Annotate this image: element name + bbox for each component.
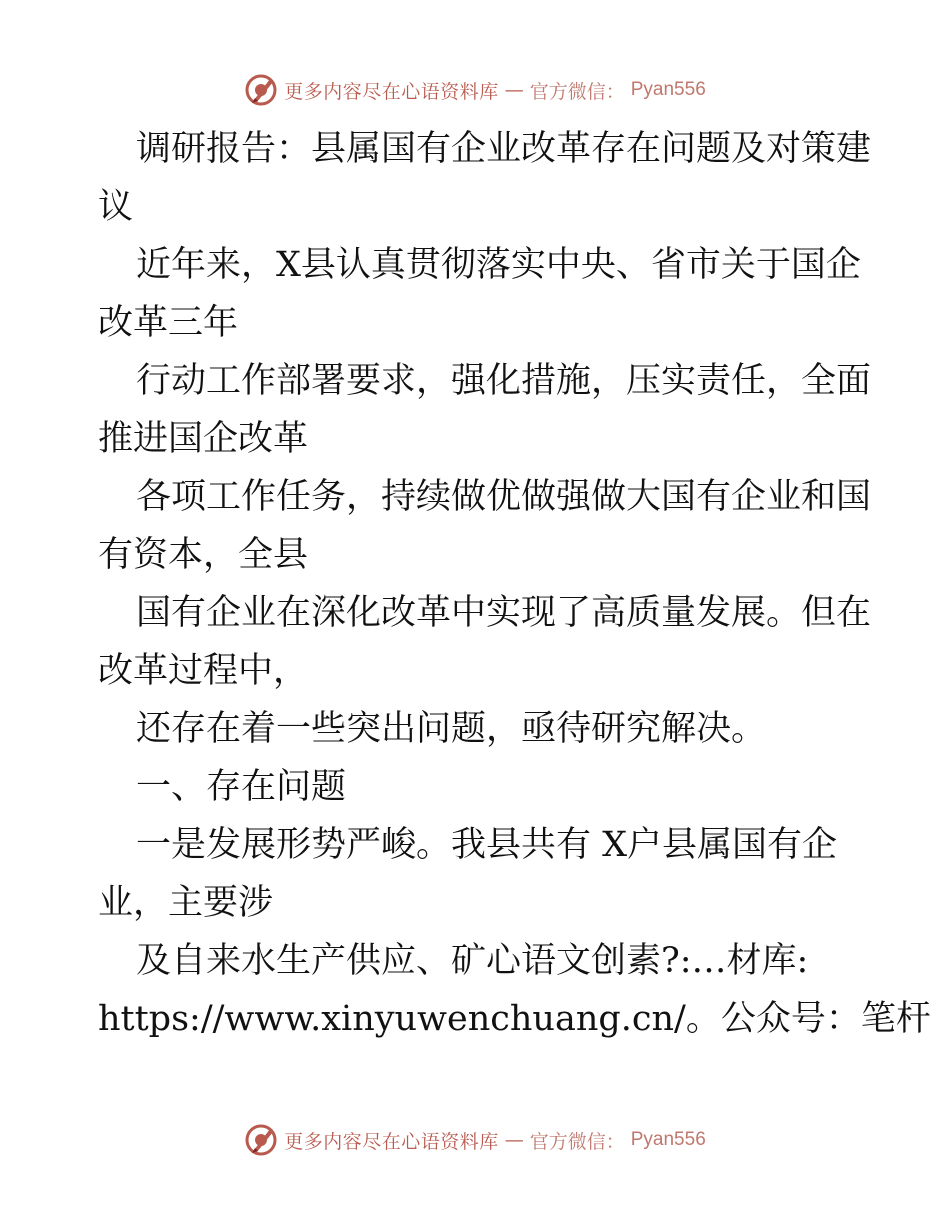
paragraph-line: 行动工作部署要求，强化措施，压实责任，全面 bbox=[136, 361, 872, 401]
banner-site-text: 更多内容尽在心语资料库 bbox=[284, 1130, 499, 1153]
banner-site-text: 更多内容尽在心语资料库 bbox=[284, 80, 499, 103]
paragraph-line: 及自来水生产供应、矿心语文创素?:…材库: bbox=[136, 941, 809, 981]
banner-wechat-label: 官方微信： bbox=[529, 1130, 625, 1153]
header-banner bbox=[0, 70, 950, 110]
footer-banner bbox=[0, 1120, 950, 1160]
document-body bbox=[98, 120, 931, 1048]
url-line: https://www.xinyuwenchuang.cn/。公众号：笔杆 bbox=[98, 999, 931, 1039]
paragraph-line: 改革过程中， bbox=[98, 651, 309, 691]
quill-logo-icon bbox=[244, 73, 278, 107]
banner-wechat-label: 官方微信： bbox=[529, 80, 625, 103]
paragraph-line: 改革三年 bbox=[98, 303, 239, 343]
paragraph-line: 各项工作任务，持续做优做强做大国有企业和国 bbox=[136, 477, 872, 517]
banner-wechat-id: Pyan556 bbox=[630, 1129, 706, 1150]
paragraph-line: 有资本，全县 bbox=[98, 535, 309, 575]
document-title-cont: 议 bbox=[98, 187, 134, 227]
paragraph-line: 推进国企改革 bbox=[98, 419, 309, 459]
document-title: 调研报告：县属国有企业改革存在问题及对策建 bbox=[136, 129, 872, 169]
banner-dash: — bbox=[504, 1129, 524, 1151]
paragraph-line: 一是发展形势严峻。我县共有 X户县属国有企 bbox=[136, 825, 838, 865]
section-heading: 一、存在问题 bbox=[136, 767, 347, 807]
banner-wechat-id: Pyan556 bbox=[630, 79, 706, 100]
paragraph-line: 业，主要涉 bbox=[98, 883, 274, 923]
paragraph-line: 还存在着一些突出问题，亟待研究解决。 bbox=[136, 709, 767, 749]
banner-dash: — bbox=[504, 79, 524, 101]
paragraph-line: 国有企业在深化改革中实现了高质量发展。但在 bbox=[136, 593, 872, 633]
quill-logo-icon bbox=[244, 1123, 278, 1157]
paragraph-line: 近年来，X县认真贯彻落实中央、省市关于国企 bbox=[136, 245, 861, 285]
